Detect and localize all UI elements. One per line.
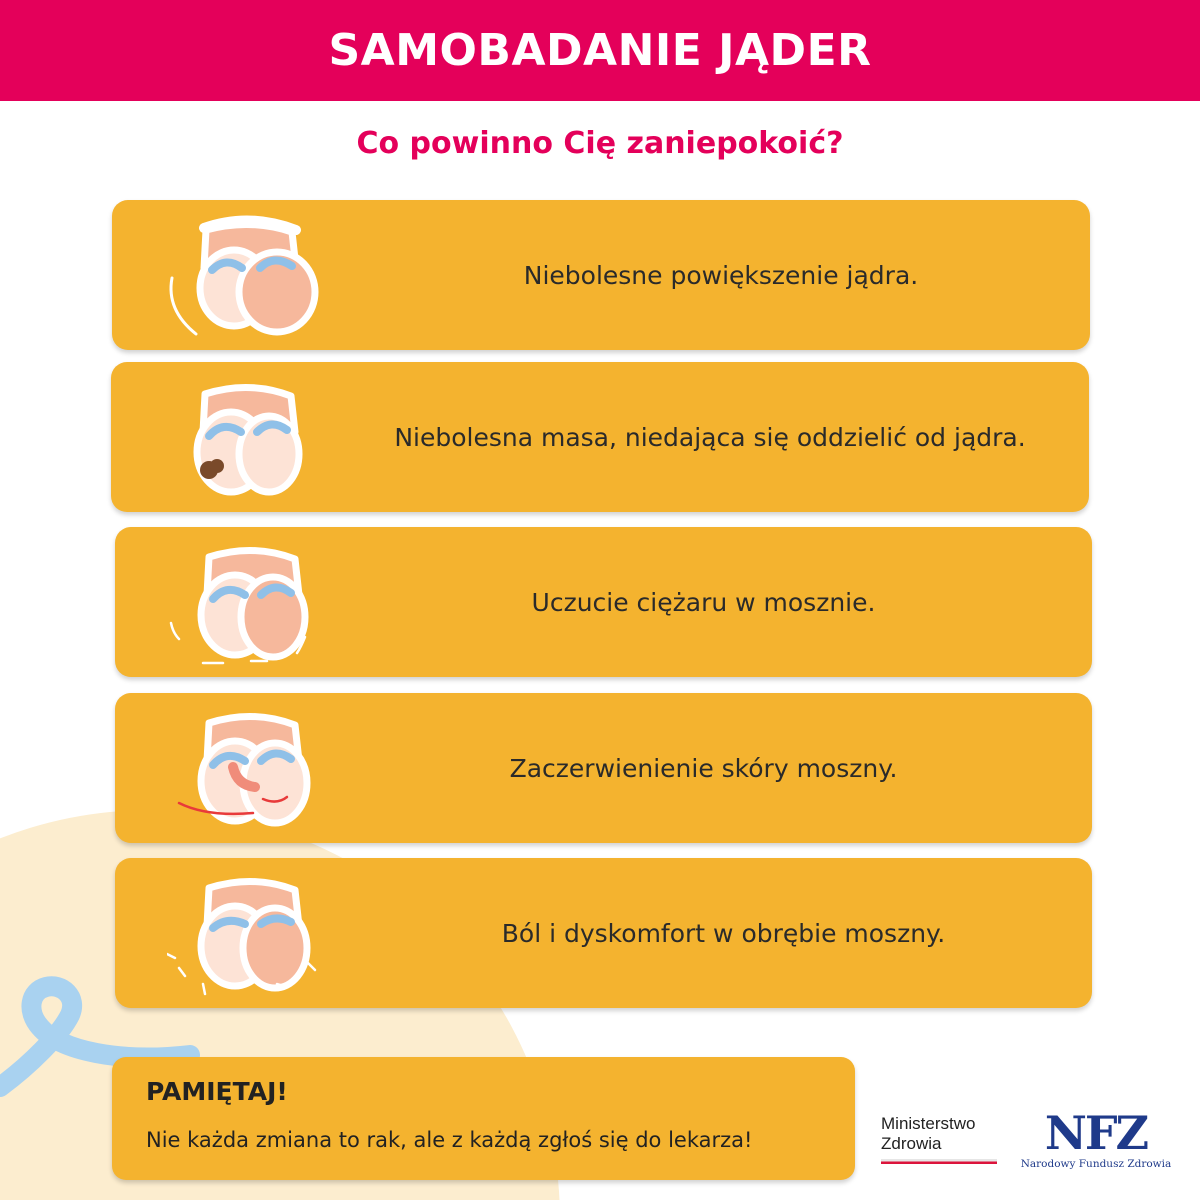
ministry-logo-line1: Ministerstwo — [881, 1114, 976, 1133]
symptom-card-heaviness — [115, 527, 1092, 677]
symptom-card-redness — [115, 693, 1092, 843]
testicles-redness-icon — [167, 693, 337, 843]
ministry-of-health-logo — [881, 1114, 1001, 1164]
testicles-lump-icon — [163, 364, 333, 514]
symptom-text: Uczucie ciężaru w mosznie. — [531, 587, 876, 617]
page-subtitle: Co powinno Cię zaniepokoić? — [356, 126, 844, 161]
ministry-logo-flag-bar — [881, 1159, 997, 1164]
testicles-enlarged-icon — [164, 200, 334, 350]
nfz-logo — [1012, 1108, 1180, 1170]
remember-title: PAMIĘTAJ! — [146, 1077, 288, 1106]
symptom-card-enlargement — [112, 200, 1090, 350]
ministry-logo-line2: Zdrowia — [881, 1134, 942, 1153]
symptom-text: Ból i dyskomfort w obrębie moszny. — [501, 918, 946, 948]
nfz-logo-fullname: Narodowy Fundusz Zdrowia — [1020, 1158, 1172, 1170]
symptom-text: Zaczerwienienie skóry moszny. — [509, 753, 898, 783]
remember-box — [112, 1057, 855, 1180]
nfz-logo-mark: NFZ — [1044, 1106, 1148, 1160]
symptom-text: Niebolesna masa, niedająca się oddzielić od jądra. — [394, 422, 1026, 452]
remember-text: Nie każda zmiana to rak, ale z każdą zgłoś się do lekarza! — [146, 1128, 753, 1152]
header-banner — [0, 0, 1200, 101]
symptom-card-lump — [111, 362, 1089, 512]
page-title: SAMOBADANIE JĄDER — [328, 25, 872, 76]
testicles-heaviness-icon — [167, 527, 337, 677]
symptom-card-pain — [115, 858, 1092, 1008]
symptom-text: Niebolesne powiększenie jądra. — [523, 260, 919, 290]
